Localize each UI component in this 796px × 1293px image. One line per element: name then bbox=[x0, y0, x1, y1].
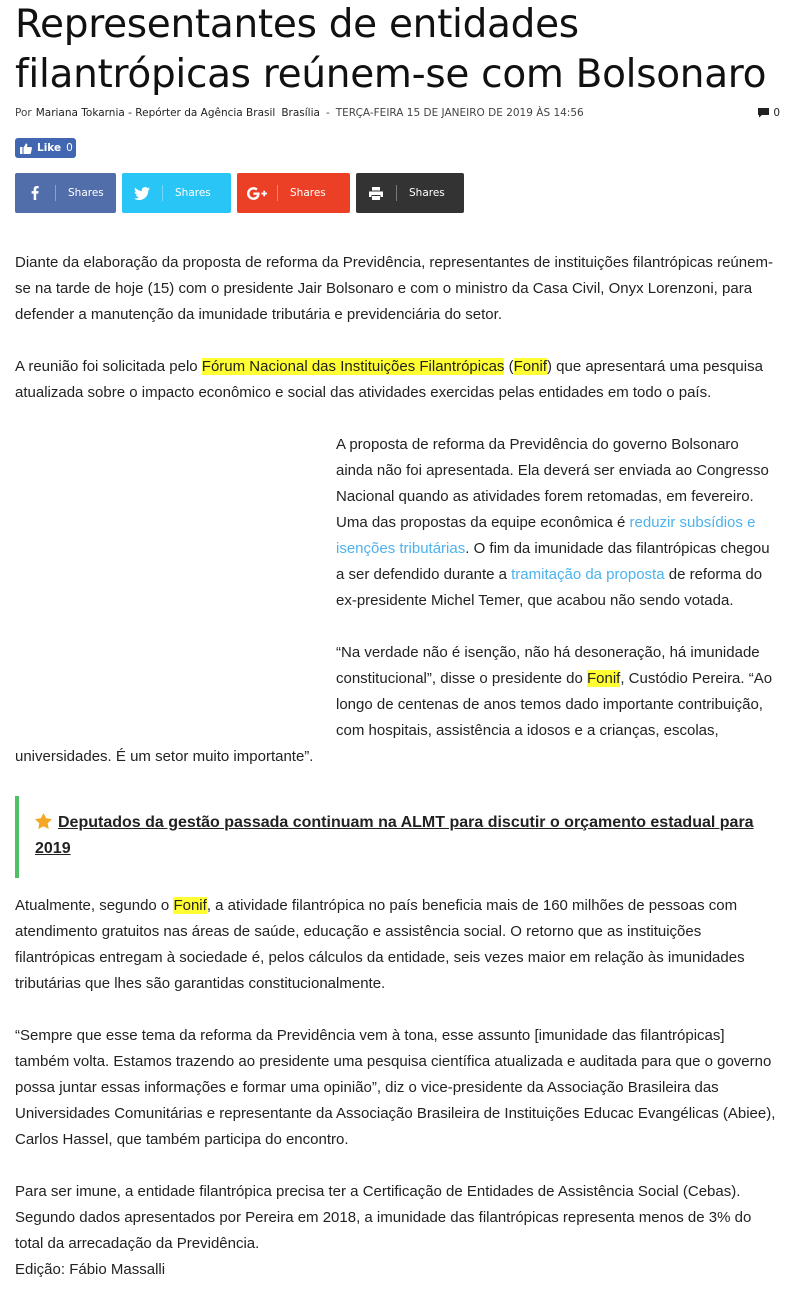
paragraph-4 bbox=[336, 640, 778, 744]
meta-separator: - bbox=[325, 107, 330, 119]
paragraph-5 bbox=[15, 893, 781, 997]
highlight-fonif: Fonif bbox=[513, 358, 547, 375]
like-count: 0 bbox=[66, 142, 73, 154]
like-label: Like bbox=[37, 142, 62, 154]
highlight-fonif-3: Fonif bbox=[173, 897, 207, 914]
print-share-button[interactable] bbox=[356, 173, 464, 213]
meta-date: TERÇA-FEIRA 15 DE JANEIRO DE 2019 ÀS 14:56 bbox=[335, 107, 584, 119]
edition-credit: Edição: Fábio Massalli bbox=[15, 1261, 166, 1278]
meta-author[interactable]: Mariana Tokarnia - Repórter da Agência Brasil bbox=[35, 107, 276, 119]
facebook-share-button[interactable] bbox=[15, 173, 116, 213]
paragraph-4-text-a: “Na verdade não é isenção, não há desoneração, há imunidade constitucional”, disse o presidente do bbox=[336, 644, 760, 687]
comments-count-value: 0 bbox=[773, 107, 780, 119]
paragraph-6: “Sempre que esse tema da reforma da Previdência vem à tona, esse assunto [imunidade das filantrópicas] também volta. Estamos trazendo ao presidente uma pesquisa científica atualizada e auditada para que o governo possa juntar essas informações e formar uma opinião”, diz o vice-presidente da Associação Brasileira das Universidades Comunitárias e representante da Associação Brasileira de Instituições Educac Evangélicas (Abiee), Carlos Hassel, que também participa do encontro. bbox=[15, 1027, 776, 1148]
link-tramitacao-proposta[interactable]: tramitação da proposta bbox=[511, 566, 665, 583]
google-plus-share-label: Shares bbox=[290, 187, 326, 199]
facebook-like-button[interactable] bbox=[15, 138, 76, 158]
print-icon bbox=[369, 187, 383, 200]
highlight-forum: Fórum Nacional das Instituições Filantrópicas bbox=[201, 358, 505, 375]
paragraph-2-text-c: ) que apresentará uma pesquisa atualizada sobre o impacto econômico e social das atividades exercidas pelas entidades em todo o país. bbox=[15, 358, 763, 401]
twitter-share-button[interactable] bbox=[122, 173, 231, 213]
paragraph-2 bbox=[15, 354, 781, 406]
paragraph-3 bbox=[336, 432, 776, 614]
paragraph-3-text-c: de reforma do ex-presidente Michel Temer, que acabou não sendo votada. bbox=[336, 566, 763, 609]
comments-count[interactable] bbox=[757, 105, 780, 121]
paragraph-4-text-b: , Custódio Pereira. “Ao longo de centenas de anos temos dado importante contribuição, com hospitais, assistência a idosos e a crianças, escolas, bbox=[336, 670, 773, 739]
paragraph-5-text-b: , a atividade filantrópica no país beneficia mais de 160 milhões de pessoas com atendimento gratuitos nas áreas de saúde, educação e assistência social. O retorno que as instituições filantrópicas entregam à sociedade é, pelos cálculos da entidade, seis vezes maior em relação às imunidades tributárias que lhes são garantidas constitucionalmente. bbox=[15, 897, 745, 992]
google-plus-icon bbox=[247, 187, 267, 200]
twitter-share-label: Shares bbox=[175, 187, 211, 199]
paragraph-1: Diante da elaboração da proposta de reforma da Previdência, representantes de instituições filantrópicas reúnem-se na tarde de hoje (15) com o presidente Jair Bolsonaro e com o ministro da Casa Civil, Onyx Lorenzoni, para defender a manutenção da imunidade tributária e previdenciária do setor. bbox=[15, 254, 773, 323]
paragraph-2-text-b: ( bbox=[504, 358, 514, 375]
star-icon bbox=[35, 813, 52, 829]
link-reduzir-subsidios[interactable]: reduzir subsídios e isenções tributárias bbox=[336, 514, 756, 557]
related-article-box bbox=[15, 796, 780, 878]
meta-by: Por bbox=[15, 107, 32, 119]
article-title: Representantes de entidades filantrópicas reúnem-se com Bolsonaro bbox=[15, 2, 767, 97]
paragraph-7: Para ser imune, a entidade filantrópica precisa ter a Certificação de Entidades de Assistência Social (Cebas). Segundo dados apresentados por Pereira em 2018, a imunidade das filantrópicas representa menos de 3% do total da arrecadação da Previdência. bbox=[15, 1183, 752, 1252]
meta-city: Brasília bbox=[281, 107, 320, 119]
thumbs-up-icon bbox=[20, 143, 32, 154]
paragraph-4-continued: universidades. É um setor muito importante”. bbox=[15, 748, 314, 765]
twitter-icon bbox=[134, 187, 150, 200]
facebook-icon bbox=[31, 186, 39, 200]
facebook-share-label: Shares bbox=[68, 187, 104, 199]
comment-icon bbox=[757, 107, 770, 118]
related-article-link[interactable]: Deputados da gestão passada continuam na ALMT para discutir o orçamento estadual para 2019 bbox=[35, 814, 754, 857]
paragraph-3-text-a: A proposta de reforma da Previdência do governo Bolsonaro ainda não foi apresentada. Ela deverá ser enviada ao Congresso Nacional quando as atividades forem retomadas, em fevereiro. Uma das propostas da equipe econômica é bbox=[336, 436, 769, 531]
google-plus-share-button[interactable] bbox=[237, 173, 350, 213]
article-meta bbox=[15, 105, 780, 121]
paragraph-5-text-a: Atualmente, segundo o bbox=[15, 897, 174, 914]
print-share-label: Shares bbox=[409, 187, 445, 199]
paragraph-2-text-a: A reunião foi solicitada pelo bbox=[15, 358, 202, 375]
paragraph-3-text-b: . O fim da imunidade das filantrópicas chegou a ser defendido durante a bbox=[336, 540, 770, 583]
highlight-fonif-2: Fonif bbox=[586, 670, 621, 687]
